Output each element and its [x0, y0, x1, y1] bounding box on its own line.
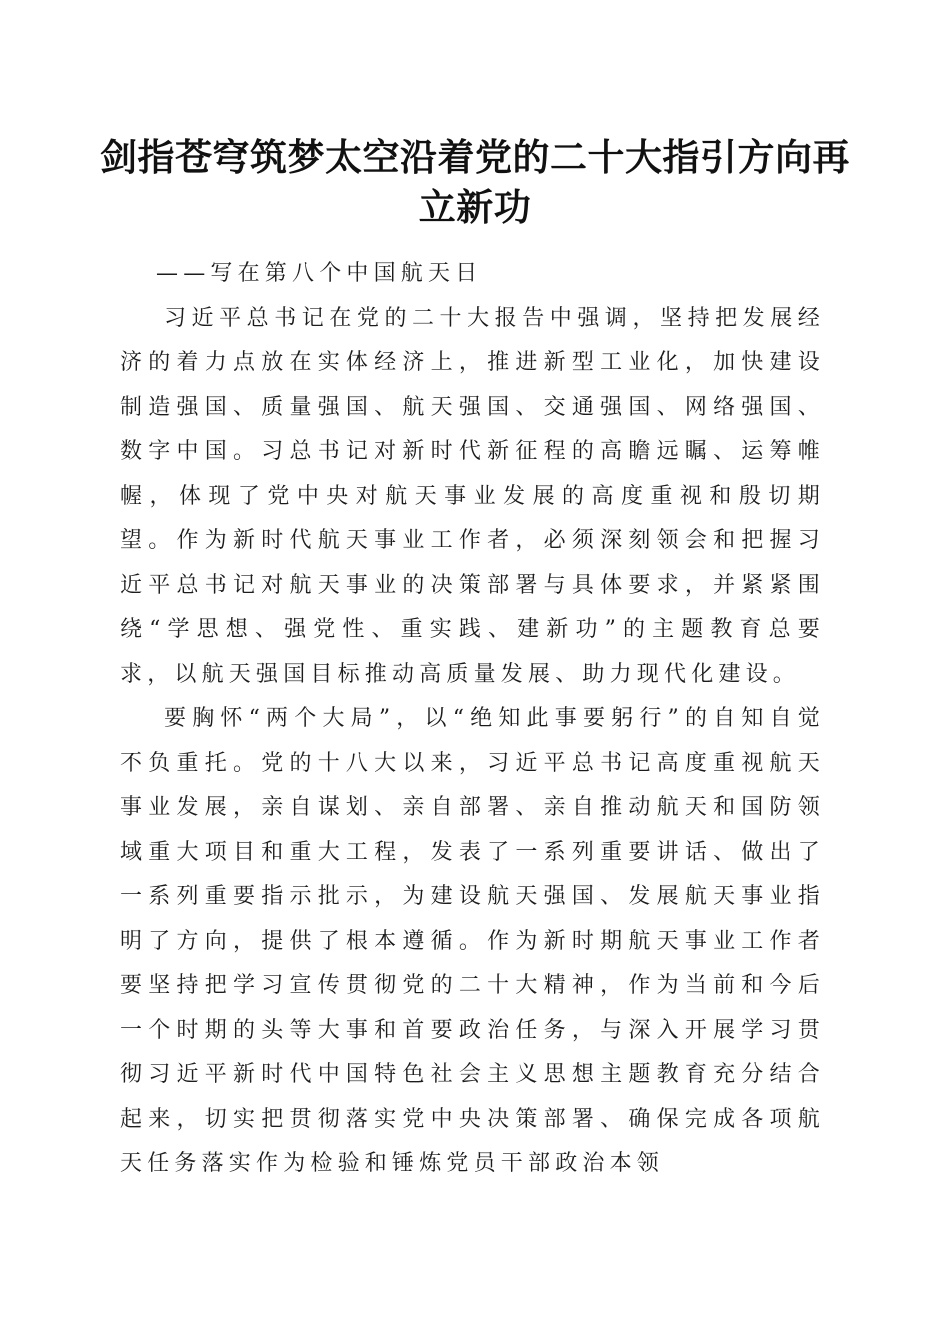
document-subtitle: ——写在第八个中国航天日 — [156, 261, 483, 286]
paragraph-1: 习近平总书记在党的二十大报告中强调，坚持把发展经济的着力点放在实体经济上，推进新型工业化，加快建设制造强国、质量强国、航天强国、交通强国、网络强国、数字中国。习总书记对新时代新征程的高瞻远瞩、运筹帷幄，体现了党中央对航天事业发展的高度重视和殷切期望。作为新时代航天事业工作者，必须深刻领会和把握习近平总书记对航天事业的决策部署与具体要求，并紧紧围绕“学思想、强党性、重实践、建新功”的主题教育总要求，以航天强国目标推动高质量发展、助力现代化建设。 — [120, 305, 825, 687]
document-body — [120, 252, 825, 1187]
paragraph-2: 要胸怀“两个大局”，以“绝知此事要躬行”的自知自觉不负重托。党的十八大以来，习近平总书记高度重视航天事业发展，亲自谋划、亲自部署、亲自推动航天和国防领域重大项目和重大工程，发表了一系列重要讲话、做出了一系列重要指示批示，为建设航天强国、发展航天事业指明了方向，提供了根本遵循。作为新时期航天事业工作者要坚持把学习宣传贯彻党的二十大精神，作为当前和今后一个时期的头等大事和首要政治任务，与深入开展学习贯彻习近平新时代中国特色社会主义思想主题教育充分结合起来，切实把贯彻落实党中央决策部署、确保完成各项航天任务落实作为检验和锤炼党员干部政治本领 — [120, 706, 825, 1176]
document-title: 剑指苍穹筑梦太空沿着党的二十大指引方向再立新功 — [100, 135, 850, 229]
